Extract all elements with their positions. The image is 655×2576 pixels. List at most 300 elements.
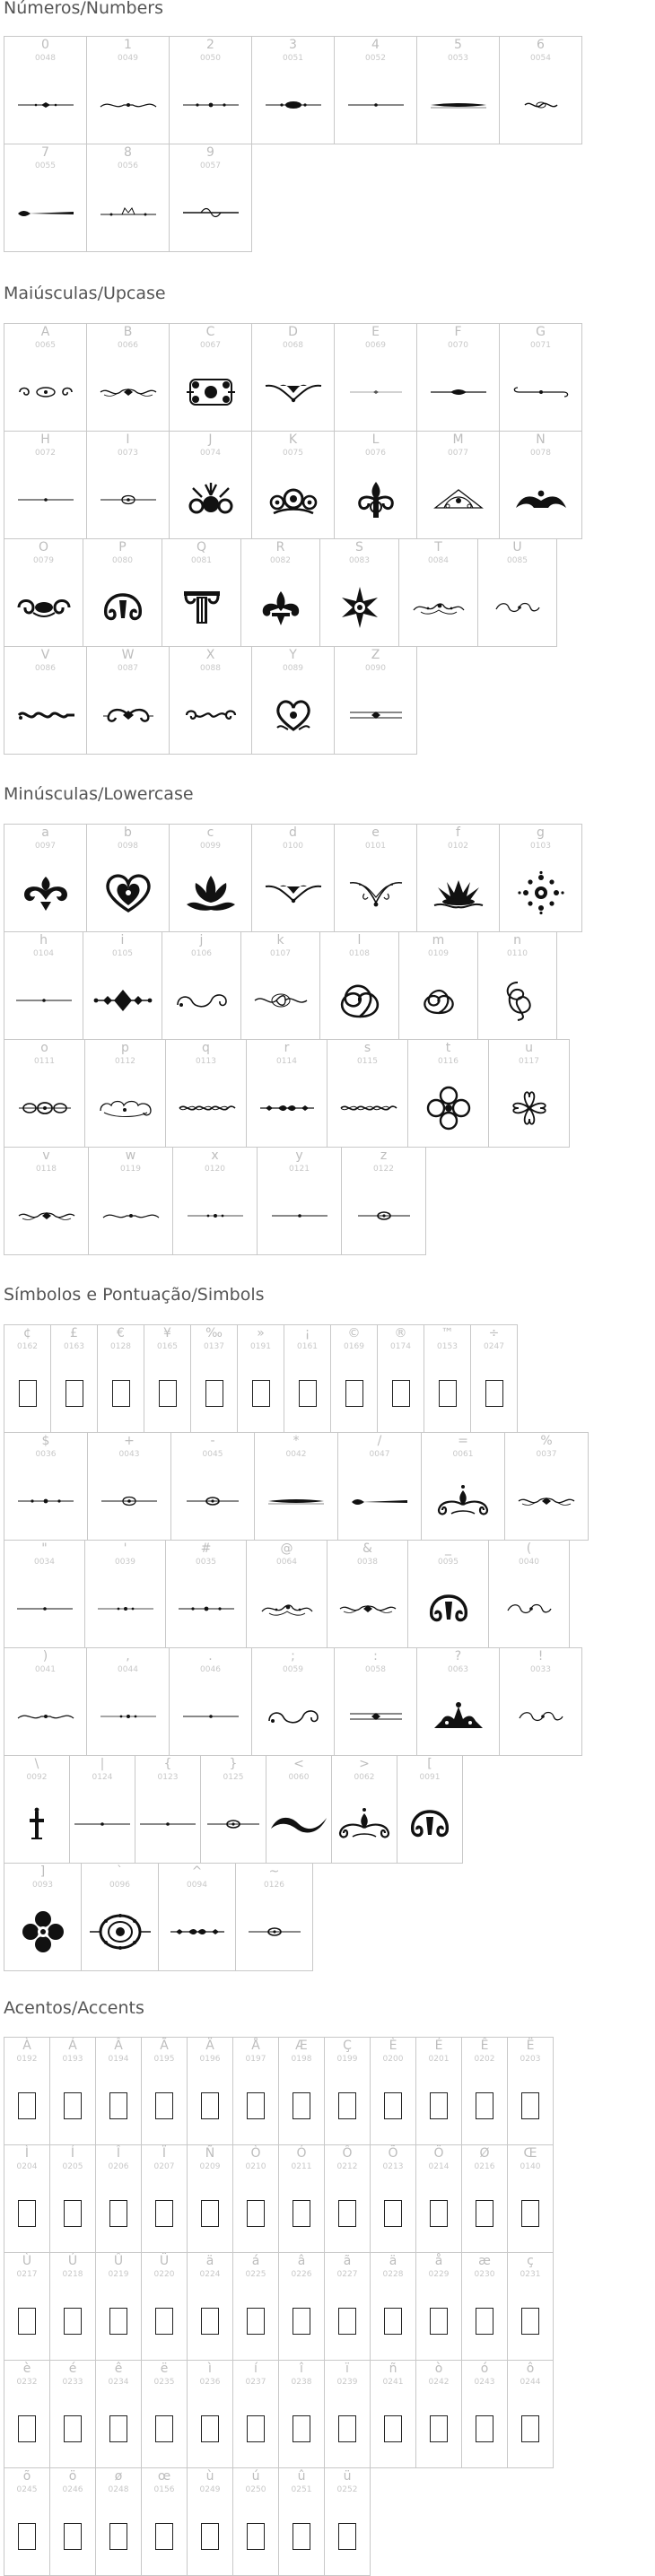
glyph-code: 0229 xyxy=(428,2270,450,2279)
glyph-cell[interactable] xyxy=(246,1540,328,1648)
glyph-cell[interactable] xyxy=(507,2037,554,2145)
glyph-cell[interactable] xyxy=(370,2037,416,2145)
glyph-code: 0124 xyxy=(92,1773,113,1782)
glyph-cell[interactable] xyxy=(4,2144,50,2253)
glyph-cell[interactable] xyxy=(83,538,162,647)
curl-rule-icon xyxy=(97,98,160,112)
glyph-preview xyxy=(173,1180,257,1251)
glyph-cell[interactable] xyxy=(278,2360,325,2468)
missing-glyph-box xyxy=(109,2092,127,2119)
glyph-cell[interactable] xyxy=(334,431,417,539)
glyph-code: 0043 xyxy=(118,1450,140,1459)
missing-glyph-box xyxy=(112,1380,130,1407)
glyph-cell[interactable] xyxy=(4,646,87,755)
glyph-cell[interactable] xyxy=(49,2037,96,2145)
glyph-character: ú xyxy=(251,2469,260,2484)
glyph-code: 0073 xyxy=(118,449,138,458)
glyph-cell[interactable] xyxy=(86,144,170,252)
glyph-cell[interactable] xyxy=(331,1755,397,1864)
thin-rule-icon xyxy=(136,1820,199,1829)
diamond-rule-icon xyxy=(91,988,155,1013)
glyph-cell[interactable] xyxy=(97,1324,144,1433)
glyph-cell[interactable] xyxy=(4,2467,50,2576)
glyph-cell[interactable] xyxy=(377,1324,424,1433)
glyph-cell[interactable] xyxy=(88,1147,173,1255)
glyph-cell[interactable] xyxy=(424,1324,471,1433)
glyph-cell[interactable] xyxy=(4,144,87,252)
glyph-cell[interactable] xyxy=(370,2144,416,2253)
glyph-cell[interactable] xyxy=(324,2037,371,2145)
glyph-code: 0091 xyxy=(419,1773,441,1782)
glyph-cell[interactable] xyxy=(84,1540,166,1648)
glyph-preview xyxy=(233,2393,278,2464)
glyph-character: ` xyxy=(117,1864,123,1879)
glyph-cell[interactable] xyxy=(187,2037,233,2145)
glyph-code: 0192 xyxy=(16,2055,38,2064)
glyph-cell[interactable] xyxy=(398,931,478,1040)
glyph-cell[interactable] xyxy=(499,431,582,539)
glyph-cell[interactable] xyxy=(4,538,83,647)
glyph-character: & xyxy=(362,1541,372,1556)
glyph-preview xyxy=(417,1681,499,1751)
missing-glyph-box xyxy=(18,2523,36,2550)
glyph-cell[interactable] xyxy=(488,1039,570,1148)
glyph-preview xyxy=(142,2501,187,2572)
glyph-cell[interactable] xyxy=(4,1432,88,1541)
glyph-cell[interactable] xyxy=(327,1039,408,1148)
glyph-code: 0042 xyxy=(285,1450,307,1459)
glyph-preview xyxy=(325,2501,370,2572)
glyph-cell[interactable] xyxy=(507,2144,554,2253)
thin-rule-icon xyxy=(345,100,407,109)
glyph-cell[interactable] xyxy=(334,824,417,932)
glyph-cell[interactable] xyxy=(257,1147,342,1255)
glyph-cell[interactable] xyxy=(49,2360,96,2468)
glyph-cell[interactable] xyxy=(232,2360,279,2468)
glyph-cell[interactable] xyxy=(49,2144,96,2253)
glyph-preview xyxy=(4,69,86,140)
glyph-cell[interactable] xyxy=(334,646,417,755)
glyph-preview xyxy=(201,1788,266,1859)
glyph-cell[interactable] xyxy=(232,2037,279,2145)
glyph-cell[interactable] xyxy=(232,2467,279,2576)
glyph-cell[interactable] xyxy=(416,824,500,932)
glyph-code: 0060 xyxy=(288,1773,310,1782)
glyph-preview xyxy=(96,2285,141,2356)
glyph-preview xyxy=(417,356,499,427)
glyph-cell[interactable] xyxy=(187,2144,233,2253)
glyph-cell[interactable] xyxy=(278,2467,325,2576)
glyph-preview xyxy=(4,2178,49,2249)
glyph-preview xyxy=(4,1180,88,1251)
glyph-cell[interactable] xyxy=(327,1540,408,1648)
glyph-character: X xyxy=(205,648,215,662)
glyph-preview xyxy=(144,1358,190,1428)
glyph-cell[interactable] xyxy=(324,2144,371,2253)
glyph-cell[interactable] xyxy=(141,2360,188,2468)
curl-rule-icon xyxy=(100,1209,162,1223)
brush-swash-icon xyxy=(267,1811,330,1838)
glyph-cell[interactable] xyxy=(499,36,582,144)
glyph-cell[interactable] xyxy=(95,2360,142,2468)
glyph-preview xyxy=(325,2393,370,2464)
glyph-character: - xyxy=(210,1434,215,1448)
glyph-code: 0066 xyxy=(118,341,138,350)
glyph-cell[interactable] xyxy=(324,2252,371,2361)
glyph-cell[interactable] xyxy=(170,1432,255,1541)
oval-dash-icon xyxy=(183,1496,242,1506)
glyph-cell[interactable] xyxy=(246,1039,328,1148)
glyph-cell[interactable] xyxy=(232,2144,279,2253)
glyph-code: 0244 xyxy=(520,2378,541,2387)
glyph-cell[interactable] xyxy=(4,1647,87,1756)
missing-glyph-box xyxy=(247,2092,265,2119)
missing-glyph-box xyxy=(201,2415,219,2442)
glyph-cell[interactable] xyxy=(162,538,241,647)
glyph-cell[interactable] xyxy=(370,2252,416,2361)
glyph-cell[interactable] xyxy=(240,931,320,1040)
glyph-cell[interactable] xyxy=(416,1647,500,1756)
glyph-character: Í xyxy=(70,2146,75,2161)
glyph-code: 0204 xyxy=(16,2162,38,2171)
glyph-cell[interactable] xyxy=(397,1755,463,1864)
double-swirl-icon xyxy=(14,385,77,399)
glyph-cell[interactable] xyxy=(507,2360,554,2468)
glyph-cell[interactable] xyxy=(477,538,557,647)
glyph-cell[interactable] xyxy=(187,2467,233,2576)
missing-glyph-box xyxy=(155,2200,173,2227)
glyph-cell[interactable] xyxy=(341,1147,426,1255)
glyph-cell[interactable] xyxy=(4,431,87,539)
glyph-cell[interactable] xyxy=(4,1039,85,1148)
glyph-cell[interactable] xyxy=(141,2037,188,2145)
glyph-cell[interactable] xyxy=(334,1647,417,1756)
glyph-preview xyxy=(170,679,251,750)
glyph-cell[interactable] xyxy=(319,538,399,647)
glyph-preview xyxy=(4,1896,81,1967)
glyph-cell[interactable] xyxy=(95,2467,142,2576)
missing-glyph-box xyxy=(384,2415,402,2442)
glyph-cell[interactable] xyxy=(86,323,170,432)
glyph-cell[interactable] xyxy=(461,2252,508,2361)
glyph-cell[interactable] xyxy=(49,2252,96,2361)
crown-swirl-icon xyxy=(432,1483,494,1519)
glyph-cell[interactable] xyxy=(4,2037,50,2145)
glyph-cell[interactable] xyxy=(4,824,87,932)
glyph-cell[interactable] xyxy=(504,1432,589,1541)
glyph-cell[interactable] xyxy=(278,2252,325,2361)
glyph-cell[interactable] xyxy=(240,538,320,647)
oval-chain-icon xyxy=(15,1100,74,1116)
glyph-preview xyxy=(338,1465,421,1536)
glyph-code: 0080 xyxy=(112,556,133,565)
glyph-character: Î xyxy=(116,2146,121,2161)
missing-glyph-box xyxy=(64,2092,82,2119)
missing-glyph-box xyxy=(338,2200,356,2227)
glyph-cell[interactable] xyxy=(169,36,252,144)
glyph-code: 0243 xyxy=(474,2378,495,2387)
glyph-cell[interactable] xyxy=(81,1863,159,1971)
glyph-character: > xyxy=(359,1757,370,1771)
glyph-character: ¢ xyxy=(23,1326,31,1340)
glyph-character: { xyxy=(163,1757,172,1771)
glyph-cell[interactable] xyxy=(415,2144,462,2253)
glyph-cell[interactable] xyxy=(251,323,335,432)
glyph-cell[interactable] xyxy=(499,323,582,432)
glyph-cell[interactable] xyxy=(190,1324,238,1433)
missing-glyph-box xyxy=(109,2308,127,2335)
glyph-code: 0120 xyxy=(205,1165,225,1174)
glyph-preview xyxy=(233,2501,278,2572)
glyph-cell[interactable] xyxy=(49,2467,96,2576)
glyph-cell[interactable] xyxy=(135,1755,201,1864)
glyph-character: ë xyxy=(160,2362,169,2376)
glyph-cell[interactable] xyxy=(83,931,162,1040)
glyph-cell[interactable] xyxy=(86,1647,170,1756)
glyph-character: Œ xyxy=(523,2146,537,2161)
glyph-cell[interactable] xyxy=(95,2252,142,2361)
glyph-code: 0061 xyxy=(452,1450,474,1459)
glyph-cell[interactable] xyxy=(266,1755,332,1864)
glyph-cell[interactable] xyxy=(398,538,478,647)
glyph-code: 0058 xyxy=(365,1665,386,1674)
glyph-cell[interactable] xyxy=(141,2467,188,2576)
glyph-character: S xyxy=(355,540,363,554)
glyph-cell[interactable] xyxy=(461,2360,508,2468)
missing-glyph-box xyxy=(155,2523,173,2550)
glyph-character: A xyxy=(40,325,50,339)
glyph-code: 0238 xyxy=(291,2378,312,2387)
glyph-cell[interactable] xyxy=(95,2037,142,2145)
glyph-cell[interactable] xyxy=(416,36,500,144)
glyph-cell[interactable] xyxy=(86,36,170,144)
glyph-cell[interactable] xyxy=(169,144,252,252)
glyph-preview xyxy=(87,1681,169,1751)
glyph-cell[interactable] xyxy=(4,2252,50,2361)
glyph-character: [ xyxy=(427,1757,432,1771)
glyph-cell[interactable] xyxy=(158,1863,236,1971)
glyph-cell[interactable] xyxy=(165,1540,247,1648)
glyph-cell[interactable] xyxy=(407,1540,489,1648)
glyph-cell[interactable] xyxy=(86,824,170,932)
glyph-code: 0197 xyxy=(245,2055,266,2064)
glyph-code: 0046 xyxy=(200,1665,221,1674)
glyph-cell[interactable] xyxy=(237,1324,284,1433)
glyph-character: a xyxy=(41,825,49,840)
missing-glyph-box xyxy=(18,2415,36,2442)
glyph-code: 0161 xyxy=(297,1342,318,1351)
glyph-code: 0174 xyxy=(390,1342,411,1351)
glyph-preview xyxy=(279,2178,324,2249)
glyph-cell[interactable] xyxy=(251,1647,335,1756)
glyph-cell[interactable] xyxy=(4,2360,50,2468)
glyph-preview xyxy=(162,965,240,1035)
glyph-cell[interactable] xyxy=(172,1147,258,1255)
glyph-cell[interactable] xyxy=(470,1324,518,1433)
glyph-cell[interactable] xyxy=(421,1432,505,1541)
glyph-cell[interactable] xyxy=(4,1324,51,1433)
glyph-cell[interactable] xyxy=(415,2037,462,2145)
glyph-character: Ï xyxy=(162,2146,167,2161)
glyph-cell[interactable] xyxy=(4,1863,82,1971)
crown-rule-icon xyxy=(97,205,160,220)
glyph-cell[interactable] xyxy=(169,1647,252,1756)
glyph-preview xyxy=(4,1788,69,1859)
glyph-cell[interactable] xyxy=(169,323,252,432)
glyph-cell[interactable] xyxy=(141,2252,188,2361)
glyph-code: 0070 xyxy=(448,341,468,350)
glyph-preview xyxy=(417,464,499,535)
missing-glyph-box xyxy=(18,2200,36,2227)
glyph-cell[interactable] xyxy=(477,931,557,1040)
glyph-cell[interactable] xyxy=(87,1432,171,1541)
glyph-code: 0095 xyxy=(438,1558,458,1567)
glyph-cell[interactable] xyxy=(334,36,417,144)
glyph-cell[interactable] xyxy=(415,2252,462,2361)
glyph-preview xyxy=(371,2393,415,2464)
glyph-cell[interactable] xyxy=(488,1540,570,1648)
glyph-cell[interactable] xyxy=(251,824,335,932)
glyph-character: M xyxy=(452,432,464,447)
glyph-cell[interactable] xyxy=(144,1324,191,1433)
glyph-cell[interactable] xyxy=(278,2144,325,2253)
glyph-cell[interactable] xyxy=(200,1755,266,1864)
glyph-cell[interactable] xyxy=(324,2360,371,2468)
glyph-cell[interactable] xyxy=(4,1755,70,1864)
heart-swirl-icon xyxy=(268,697,319,733)
glyph-cell[interactable] xyxy=(254,1432,338,1541)
glyph-character: p xyxy=(121,1041,129,1055)
glyph-cell[interactable] xyxy=(4,1540,85,1648)
glyph-cell[interactable] xyxy=(334,323,417,432)
glyph-cell[interactable] xyxy=(50,1324,98,1433)
glyph-preview xyxy=(247,1573,327,1644)
glyph-character: Ñ xyxy=(205,2146,215,2161)
glyph-cell[interactable] xyxy=(4,36,87,144)
glyph-cell[interactable] xyxy=(337,1432,422,1541)
glyph-cell[interactable] xyxy=(165,1039,247,1148)
glyph-cell[interactable] xyxy=(235,1863,313,1971)
bold-crown-icon xyxy=(431,1701,486,1732)
glyph-cell[interactable] xyxy=(499,824,582,932)
glyph-character: » xyxy=(257,1326,265,1340)
glyph-cell[interactable] xyxy=(86,646,170,755)
glyph-code: 0128 xyxy=(110,1342,131,1351)
glyph-cell[interactable] xyxy=(86,431,170,539)
glyph-cell[interactable] xyxy=(251,646,335,755)
glyph-code: 0081 xyxy=(191,556,212,565)
glyph-cell[interactable] xyxy=(284,1324,331,1433)
glyph-code: 0252 xyxy=(336,2485,358,2494)
glyph-cell[interactable] xyxy=(319,931,399,1040)
glyph-code: 0082 xyxy=(270,556,291,565)
glyph-cell[interactable] xyxy=(162,931,241,1040)
glyph-cell[interactable] xyxy=(95,2144,142,2253)
glyph-character: Ó xyxy=(296,2146,307,2161)
glyph-cell[interactable] xyxy=(507,2252,554,2361)
glyph-code: 0065 xyxy=(35,341,56,350)
glyph-preview xyxy=(162,572,240,642)
glyph-cell[interactable] xyxy=(169,431,252,539)
glyph-code: 0041 xyxy=(35,1665,56,1674)
glyph-preview xyxy=(331,1358,377,1428)
glyph-cell[interactable] xyxy=(187,2360,233,2468)
missing-glyph-box xyxy=(476,2308,493,2335)
glyph-cell[interactable] xyxy=(370,2360,416,2468)
glyph-preview xyxy=(325,2285,370,2356)
glyph-code: 0059 xyxy=(283,1665,303,1674)
lace-bar-icon xyxy=(15,1209,78,1223)
glyph-cell[interactable] xyxy=(278,2037,325,2145)
glyph-code: 0099 xyxy=(200,842,221,851)
glyph-cell[interactable] xyxy=(461,2144,508,2253)
glyph-cell[interactable] xyxy=(141,2144,188,2253)
missing-glyph-box xyxy=(476,2415,493,2442)
glyph-cell[interactable] xyxy=(461,2037,508,2145)
glyph-cell[interactable] xyxy=(415,2360,462,2468)
glyph-character: é xyxy=(68,2362,77,2376)
missing-glyph-box xyxy=(430,2415,448,2442)
glyph-character: 4 xyxy=(371,38,380,52)
glyph-code: 0056 xyxy=(118,162,138,170)
glyph-cell[interactable] xyxy=(499,1647,582,1756)
dots-rule-icon xyxy=(94,1604,157,1613)
glyph-code: 0125 xyxy=(223,1773,244,1782)
glyph-code: 0048 xyxy=(35,54,56,63)
oval-dash-icon xyxy=(245,1926,304,1937)
glyph-cell[interactable] xyxy=(4,1147,89,1255)
glyph-cell[interactable] xyxy=(4,931,83,1040)
glyph-cell[interactable] xyxy=(416,431,500,539)
missing-glyph-box xyxy=(247,2415,265,2442)
glyph-cell[interactable] xyxy=(187,2252,233,2361)
glyph-cell[interactable] xyxy=(407,1039,489,1148)
glyph-preview xyxy=(422,1465,504,1536)
glyph-cell[interactable] xyxy=(69,1755,135,1864)
glyph-cell[interactable] xyxy=(4,323,87,432)
glyph-cell[interactable] xyxy=(416,323,500,432)
glyph-preview xyxy=(170,464,251,535)
glyph-character: 3 xyxy=(289,38,297,52)
glyph-cell[interactable] xyxy=(251,431,335,539)
glyph-character: ì xyxy=(208,2362,212,2376)
glyph-code: 0234 xyxy=(108,2378,129,2387)
missing-glyph-box xyxy=(293,2200,310,2227)
glyph-cell[interactable] xyxy=(169,646,252,755)
glyph-code: 0051 xyxy=(283,54,303,63)
glyph-code: 0078 xyxy=(530,449,551,458)
glyph-cell[interactable] xyxy=(330,1324,378,1433)
glyph-code: 0050 xyxy=(200,54,221,63)
glyph-code: 0084 xyxy=(428,556,449,565)
glyph-cell[interactable] xyxy=(251,36,335,144)
knot-rule-icon xyxy=(98,1495,161,1507)
glyph-cell[interactable] xyxy=(169,824,252,932)
glyph-character: z xyxy=(380,1148,388,1163)
glyph-code: 0075 xyxy=(283,449,303,458)
glyph-code: 0218 xyxy=(62,2270,83,2279)
glyph-preview xyxy=(462,2178,507,2249)
glyph-preview xyxy=(87,356,169,427)
glyph-preview xyxy=(252,1681,334,1751)
glyph-code: 0237 xyxy=(245,2378,266,2387)
glyph-cell[interactable] xyxy=(324,2467,371,2576)
glyph-cell[interactable] xyxy=(232,2252,279,2361)
missing-glyph-box xyxy=(338,2308,356,2335)
glyph-code: 0121 xyxy=(289,1165,310,1174)
glyph-character: å xyxy=(434,2254,443,2268)
glyph-cell[interactable] xyxy=(84,1039,166,1148)
